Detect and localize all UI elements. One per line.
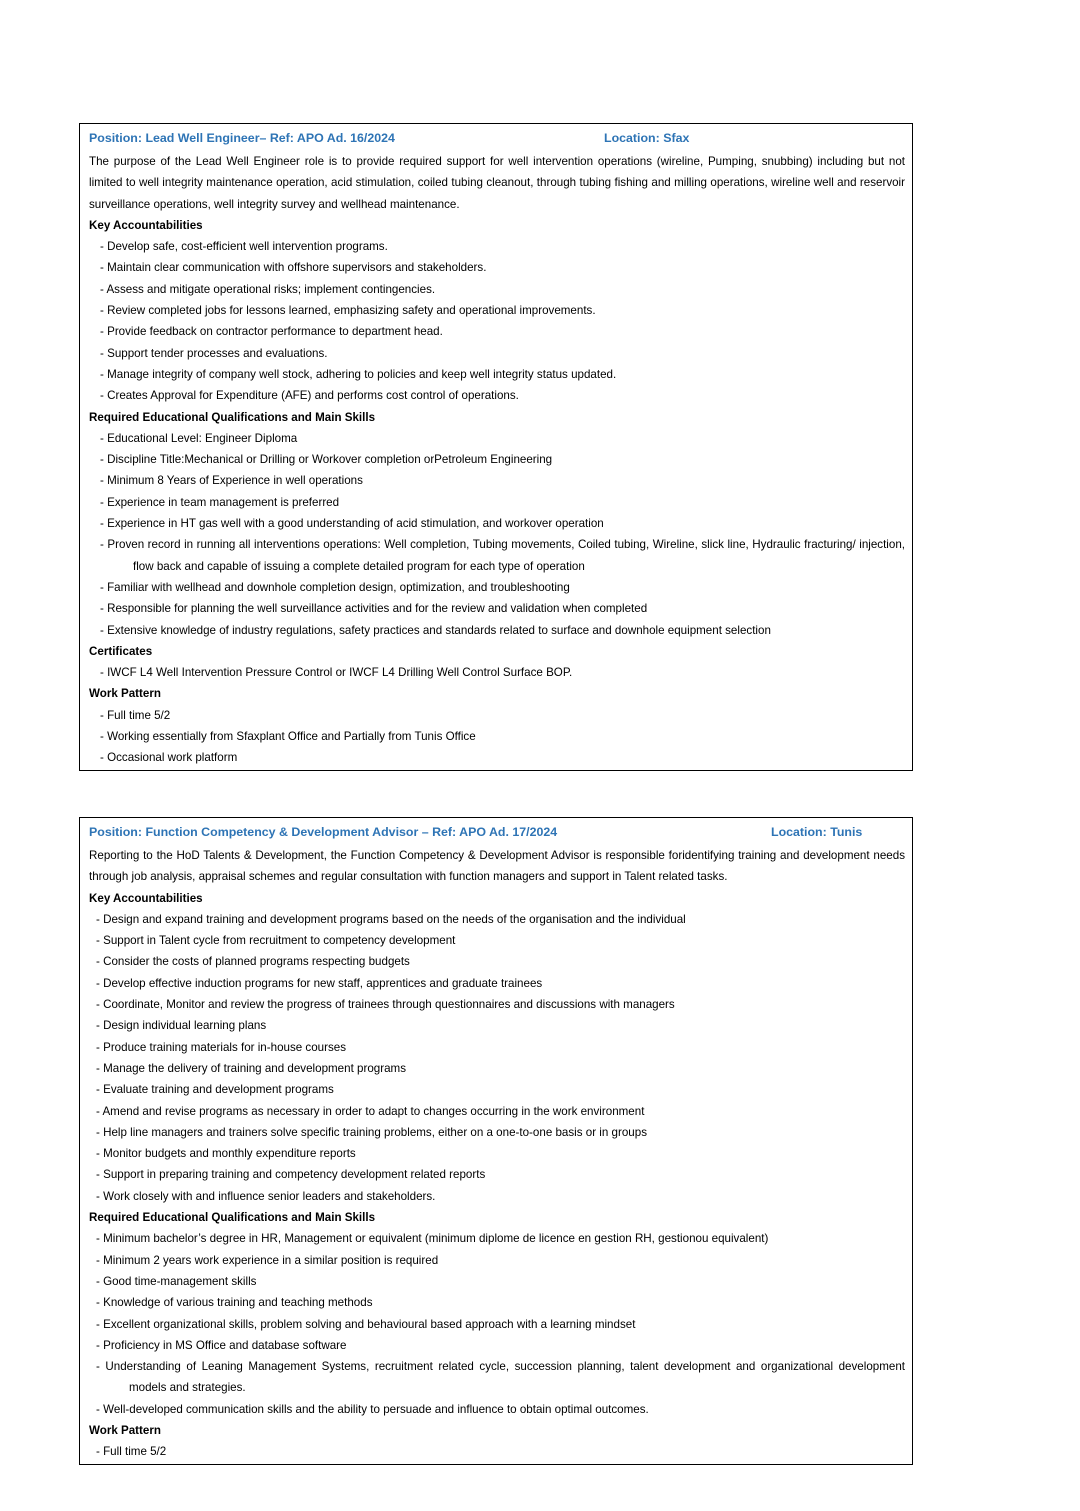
list-item: - Working essentially from Sfaxplant Office and Partially from Tunis Office: [100, 730, 476, 744]
list-item: - Provide feedback on contractor performance to department head.: [100, 325, 443, 339]
job-posting-lead-well-engineer: [79, 123, 913, 771]
list-item: - Support in Talent cycle from recruitment to competency development: [96, 934, 456, 948]
section-heading-key-accountabilities: Key Accountabilities: [89, 218, 203, 232]
section-heading-work-pattern: Work Pattern: [89, 687, 161, 701]
list-item: - Well-developed communication skills and the ability to persuade and influence to obtain optimal outcomes.: [96, 1402, 649, 1416]
list-item: - Excellent organizational skills, problem solving and behavioural based approach with a learning mindset: [96, 1317, 636, 1331]
position-title: Position: Function Competency & Development Advisor – Ref: APO Ad. 17/2024: [89, 825, 558, 839]
section-heading-key-accountabilities: Key Accountabilities: [89, 891, 203, 905]
list-item: - Understanding of Leaning Management Systems, recruitment related cycle, succession planning, talent development and organizational development models and strategies.: [96, 1360, 905, 1395]
list-item: - Full time 5/2: [100, 708, 171, 722]
list-item: - Support in preparing training and competency development related reports: [96, 1168, 486, 1182]
list-item: - Develop effective induction programs for new staff, apprentices and graduate trainees: [96, 976, 543, 990]
list-item: - Evaluate training and development programs: [96, 1083, 334, 1097]
list-item: - Full time 5/2: [96, 1445, 167, 1459]
position-title: Position: Lead Well Engineer– Ref: APO Ad. 16/2024: [89, 131, 395, 145]
certificates-list: [89, 662, 905, 683]
list-item: - Produce training materials for in-house courses: [96, 1040, 347, 1054]
list-item: - Experience in HT gas well with a good understanding of acid stimulation, and workover operation: [100, 517, 604, 531]
section-heading-certificates: Certificates: [89, 644, 153, 658]
list-item: - Manage integrity of company well stock, adhering to policies and keep well integrity status updated.: [100, 367, 617, 381]
list-item: - Help line managers and trainers solve specific training problems, either on a one-to-one basis or in groups: [96, 1125, 647, 1139]
list-item: - Minimum bachelor’s degree in HR, Management or equivalent (minimum diplome de licence en gestion RH, gestionou equivalent): [96, 1232, 769, 1246]
list-item: - Good time-management skills: [96, 1274, 257, 1288]
list-item: - Responsible for planning the well surveillance activities and for the review and validation when completed: [100, 602, 648, 616]
list-item: - Minimum 8 Years of Experience in well operations: [100, 474, 363, 488]
list-item: - Assess and mitigate operational risks; implement contingencies.: [100, 282, 436, 296]
section-heading-qualifications: Required Educational Qualifications and Main Skills: [89, 410, 376, 424]
list-item: - Extensive knowledge of industry regulations, safety practices and standards related to surface and downhole equipment selection: [100, 623, 771, 637]
qualifications-list: [89, 428, 905, 641]
key-accountabilities-list: [89, 909, 905, 1207]
position-intro: Reporting to the HoD Talents & Development, the Function Competency & Development Advisor is responsible foridentifying training and development needs through job analysis, appraisal schemes and regular consultation with function managers and support in Talent related tasks.: [89, 849, 905, 884]
position-location: Location: Tunis: [771, 825, 863, 839]
list-item: - Coordinate, Monitor and review the progress of trainees through questionnaires and discussions with managers: [96, 998, 675, 1012]
list-item: - Monitor budgets and monthly expenditure reports: [96, 1147, 356, 1161]
list-item: - Experience in team management is preferred: [100, 495, 340, 509]
list-item: - Develop safe, cost-efficient well intervention programs.: [100, 240, 388, 254]
list-item: - IWCF L4 Well Intervention Pressure Control or IWCF L4 Drilling Well Control Surface BOP.: [100, 666, 573, 680]
list-item: - Work closely with and influence senior leaders and stakeholders.: [96, 1189, 436, 1203]
list-item: - Manage the delivery of training and development programs: [96, 1061, 406, 1075]
list-item: - Proficiency in MS Office and database software: [96, 1338, 347, 1352]
list-item: - Educational Level: Engineer Diploma: [100, 431, 298, 445]
work-pattern-list: [89, 705, 905, 769]
section-heading-qualifications: Required Educational Qualifications and Main Skills: [89, 1211, 376, 1225]
job-posting-competency-development-advisor: [79, 817, 913, 1465]
list-item: - Minimum 2 years work experience in a similar position is required: [96, 1253, 439, 1267]
position-header: [89, 822, 905, 843]
list-item: - Knowledge of various training and teaching methods: [96, 1296, 373, 1310]
list-item: - Discipline Title:Mechanical or Drilling or Workover completion orPetroleum Engineering: [100, 453, 553, 467]
section-heading-work-pattern: Work Pattern: [89, 1424, 161, 1438]
position-intro: The purpose of the Lead Well Engineer role is to provide required support for well intervention operations (wireline, Pumping, snubbing) including but not limited to well integrity maintenance operation, acid stimulation, coiled tubing cleanout, through tubing fishing and milling operations, wireline well and reservoir surveillance operations, well integrity survey and wellhead maintenance.: [89, 155, 905, 211]
position-location: Location: Sfax: [604, 131, 690, 145]
list-item: - Occasional work platform: [100, 751, 238, 765]
list-item: - Amend and revise programs as necessary in order to adapt to changes occurring in the work environment: [96, 1104, 645, 1118]
qualifications-list: [89, 1228, 905, 1420]
list-item: - Consider the costs of planned programs respecting budgets: [96, 955, 410, 969]
position-header: [89, 128, 905, 149]
list-item: - Support tender processes and evaluations.: [100, 346, 328, 360]
list-item: - Design and expand training and development programs based on the needs of the organisation and the individual: [96, 912, 686, 926]
list-item: - Review completed jobs for lessons learned, emphasizing safety and operational improvements.: [100, 304, 596, 318]
list-item: - Familiar with wellhead and downhole completion design, optimization, and troubleshooting: [100, 580, 570, 594]
list-item: - Creates Approval for Expenditure (AFE) and performs cost control of operations.: [100, 389, 519, 403]
list-item: - Maintain clear communication with offshore supervisors and stakeholders.: [100, 261, 487, 275]
list-item: - Proven record in running all interventions operations: Well completion, Tubing movements, Coiled tubing, Wireline, slick line, Hydraulic fracturing/ injection, flow back and capable of issuing a complete detailed program for each type of operation: [100, 538, 905, 573]
work-pattern-list: [89, 1441, 905, 1462]
key-accountabilities-list: [89, 236, 905, 406]
list-item: - Design individual learning plans: [96, 1019, 267, 1033]
